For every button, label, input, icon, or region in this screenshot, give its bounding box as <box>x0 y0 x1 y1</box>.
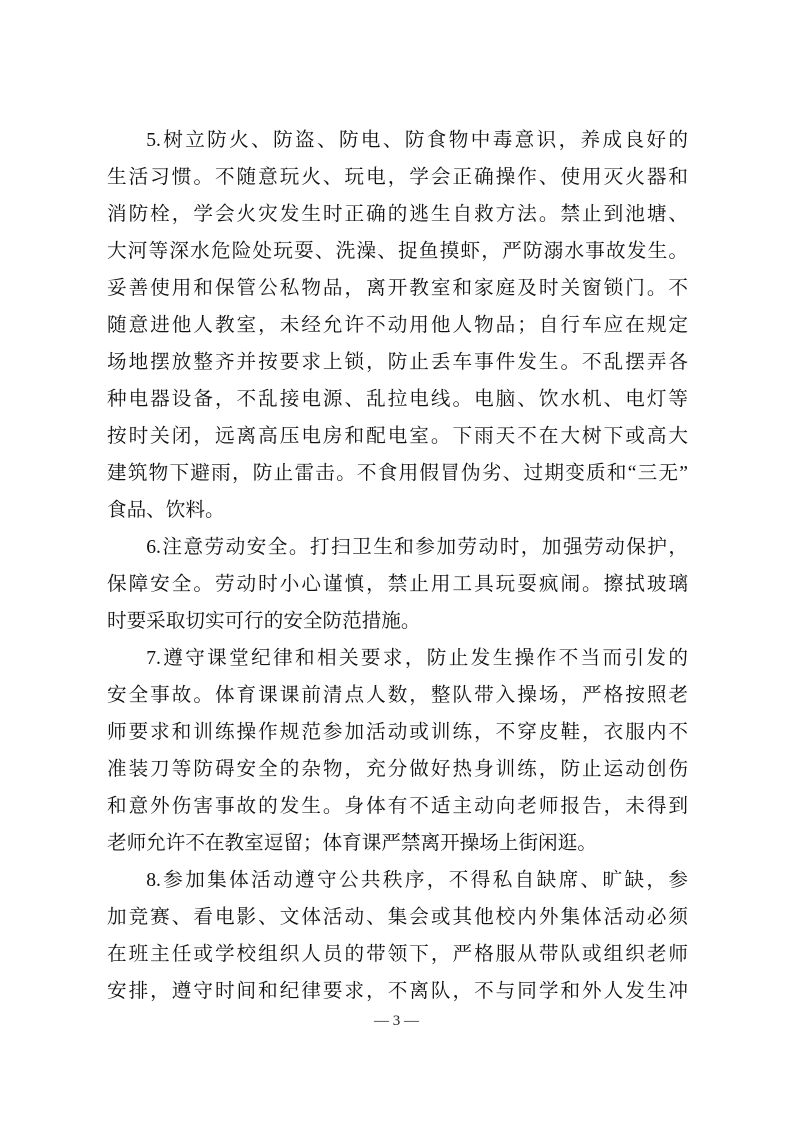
text-line: 师要求和训练操作规范参加活动或训练，不穿皮鞋，衣服内不 <box>107 722 688 743</box>
text-line: 食品、饮料。 <box>107 500 225 521</box>
text-line: 安排，遵守时间和纪律要求，不离队，不与同学和外人发生冲 <box>107 981 688 1002</box>
document-body <box>107 122 688 1010</box>
text-line: 生活习惯。不随意玩火、玩电，学会正确操作、使用灭火器和 <box>107 167 688 188</box>
text-line: 种电器设备，不乱接电源、乱拉电线。电脑、饮水机、电灯等 <box>107 389 688 410</box>
text-line: 8.参加集体活动遵守公共秩序，不得私自缺席、旷缺，参 <box>146 870 688 891</box>
text-line: 安全事故。体育课课前清点人数，整队带入操场，严格按照老 <box>107 685 688 706</box>
text-line: 随意进他人教室，未经允许不动用他人物品；自行车应在规定 <box>107 315 688 336</box>
paragraph-7 <box>107 640 688 862</box>
text-line: 在班主任或学校组织人员的带领下，严格服从带队或组织老师 <box>107 944 688 965</box>
text-line: 按时关闭，远离高压电房和配电室。下雨天不在大树下或高大 <box>107 426 688 447</box>
paragraph-8 <box>107 862 688 1010</box>
text-line: 妥善使用和保管公私物品，离开教室和家庭及时关窗锁门。不 <box>107 278 688 299</box>
text-line: 大河等深水危险处玩耍、洗澡、捉鱼摸虾，严防溺水事故发生。 <box>107 241 688 262</box>
paragraph-5 <box>107 122 688 529</box>
text-line: 场地摆放整齐并按要求上锁，防止丢车事件发生。不乱摆弄各 <box>107 352 688 373</box>
text-line: 6.注意劳动安全。打扫卫生和参加劳动时，加强劳动保护， <box>146 537 688 558</box>
page-number: — 3 — <box>374 1013 419 1029</box>
paragraph-6 <box>107 529 688 640</box>
text-line: 5.树立防火、防盗、防电、防食物中毒意识，养成良好的 <box>146 130 688 151</box>
text-line: 和意外伤害事故的发生。身体有不适主动向老师报告，未得到 <box>107 796 688 817</box>
text-line: 消防栓，学会火灾发生时正确的逃生自救方法。禁止到池塘、 <box>107 204 688 225</box>
text-line: 准装刀等防碍安全的杂物，充分做好热身训练，防止运动创伤 <box>107 759 688 780</box>
text-line: 老师允许不在教室逗留；体育课严禁离开操场上街闲逛。 <box>107 833 597 854</box>
text-line: 时要采取切实可行的安全防范措施。 <box>107 611 421 632</box>
text-line: 7.遵守课堂纪律和相关要求，防止发生操作不当而引发的 <box>146 648 688 669</box>
text-line: 保障安全。劳动时小心谨慎，禁止用工具玩耍疯闹。擦拭玻璃 <box>107 574 688 595</box>
text-line: 建筑物下避雨，防止雷击。不食用假冒伪劣、过期变质和“三无” <box>107 463 688 484</box>
text-line: 加竞赛、看电影、文体活动、集会或其他校内外集体活动必须 <box>107 907 688 928</box>
